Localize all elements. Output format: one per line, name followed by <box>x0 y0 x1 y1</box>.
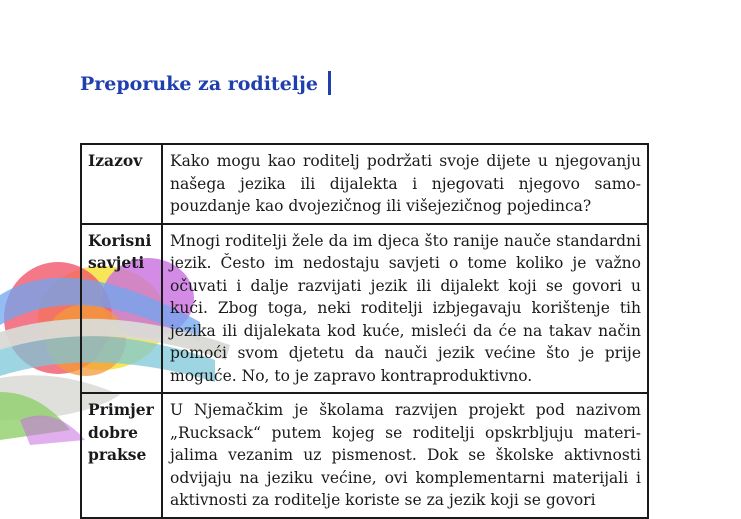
row-label: Primjer dobre prakse <box>81 393 162 518</box>
page-title <box>80 70 331 98</box>
row-text: U Njemačkim je školama razvijen projekt pod nazivom „Rucksack“ putem kojeg se roditelji opskrbljuju materijalima vezanim uz pismenost. Dok se školske aktivnosti odvijaju na jeziku većine, ovi komplementarni materijali i aktivnosti za roditelje koriste se za jezik koji se govori <box>162 393 648 518</box>
row-text: Mnogi roditelji žele da im djeca što ranije nauče standardni jezik. Često im nedostaju savjeti o tome koliko je važno očuvati i dalje razvijati jezik ili dijalekt koji se govori u kući. Zbog toga, neki roditelji izbjegavaju korištenje tih jezika ili dijalekata kod kuće, misleći da će na takav način pomoći svom djetetu da nauči jezik većine što je prije moguće. No, to je zapravo kontraproduktivno. <box>162 224 648 394</box>
page-title-text: Preporuke za roditelje <box>80 73 318 95</box>
row-label: Korisni savjeti <box>81 224 162 394</box>
row-label: Izazov <box>81 144 162 224</box>
advice-table <box>80 143 649 519</box>
table-row <box>81 224 648 394</box>
title-accent-bar <box>328 71 331 95</box>
row-text: Kako mogu kao roditelj podržati svoje dijete u njegovanju našega jezika ili dijalekta i njegovati njegovo samopouzdanje kao dvojezičnog ili višejezičnog pojedinca? <box>162 144 648 224</box>
table-row <box>81 393 648 518</box>
table-row <box>81 144 648 224</box>
